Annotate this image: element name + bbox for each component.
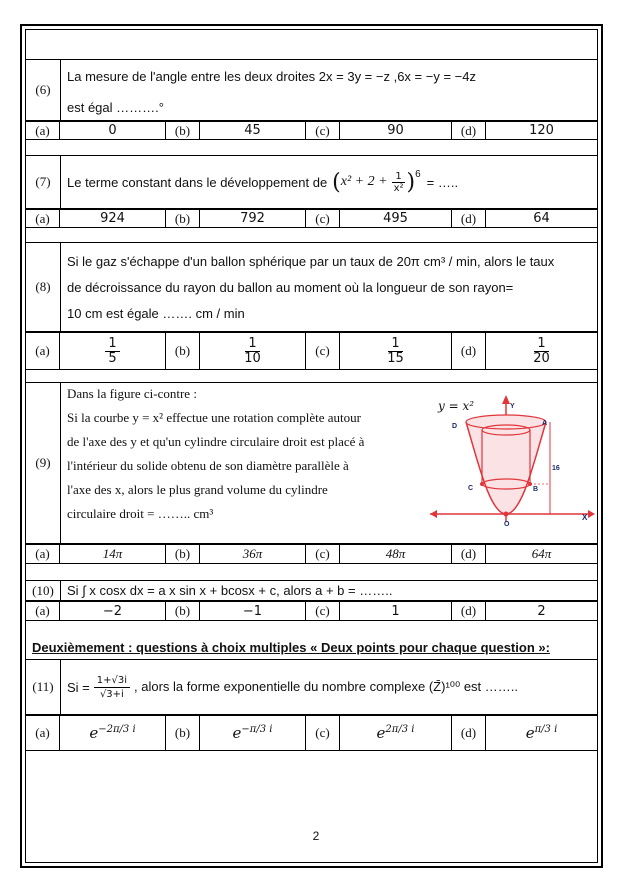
option-label-b: (b) — [166, 210, 200, 227]
option-label-d: (d) — [452, 122, 486, 139]
option-label-c: (c) — [306, 210, 340, 227]
option-d[interactable] — [486, 716, 597, 750]
question-text-line: 10 cm est égale ……. cm / min — [67, 306, 245, 321]
option-label-d: (d) — [452, 716, 486, 750]
option-b[interactable]: −1 — [200, 602, 306, 620]
exp-power: −2π/3 i — [98, 724, 136, 735]
option-label-b: (b) — [166, 122, 200, 139]
expression-exponent: 6 — [415, 169, 421, 180]
page-number: 2 — [312, 829, 320, 843]
question-text-line: Si la courbe y = x² effectue une rotation complète autour — [67, 410, 361, 425]
x-axis-label: X — [582, 513, 588, 522]
options-row-7 — [25, 209, 598, 228]
point-c-label: C — [468, 485, 474, 492]
section-title: Deuxièmement : questions à choix multiples « Deux points pour chaque question »: — [32, 640, 550, 655]
question-text-line: Si le gaz s'échappe d'un ballon sphérique par un taux de 20π cm³ / min, alors le taux — [67, 254, 555, 269]
option-c[interactable] — [340, 716, 452, 750]
option-d[interactable]: 64 — [533, 211, 550, 226]
options-row-10 — [25, 601, 598, 621]
question-text-line: Dans la figure ci-contre : — [67, 386, 197, 401]
option-b[interactable]: 36π — [200, 545, 306, 563]
question-text-line: circulaire droit = …….. cm³ — [67, 506, 214, 521]
option-b[interactable]: 792 — [200, 210, 306, 227]
option-c[interactable]: 90 — [340, 122, 452, 139]
option-c[interactable]: 495 — [340, 210, 452, 227]
option-d[interactable]: 120 — [529, 123, 554, 138]
x-axis-arrow — [588, 510, 595, 518]
option-c[interactable]: 1 — [340, 602, 452, 620]
option-b[interactable]: 45 — [200, 122, 306, 139]
exp-power: −π/3 i — [241, 724, 273, 735]
exp-base: e — [232, 724, 242, 742]
option-label-c: (c) — [306, 716, 340, 750]
option-label-a: (a) — [26, 545, 60, 563]
option-label-b: (b) — [166, 602, 200, 620]
question-text-line: l'intérieur du solide obtenu de son diamètre parallèle à — [67, 458, 349, 473]
option-d[interactable] — [486, 333, 597, 369]
question-text: Le terme constant dans le développement de — [67, 174, 328, 190]
option-a[interactable]: 0 — [60, 122, 166, 139]
question-number: (7) — [26, 156, 61, 208]
question-10 — [25, 580, 598, 601]
point-b — [528, 482, 532, 486]
option-label-b: (b) — [166, 716, 200, 750]
option-label-d: (d) — [452, 210, 486, 227]
y-axis-arrow — [502, 395, 510, 404]
paraboloid-cylinder-figure — [428, 392, 596, 532]
option-d[interactable]: 2 — [537, 603, 546, 619]
option-label-d: (d) — [452, 602, 486, 620]
question-number: (8) — [26, 243, 61, 331]
fraction-numerator: 1+√3i — [94, 674, 130, 688]
option-a[interactable]: −2 — [60, 602, 166, 620]
point-o — [504, 512, 509, 517]
question-text-line: l'axe des x, alors le plus grand volume du cylindre — [67, 482, 328, 497]
point-b-label: B — [533, 486, 539, 493]
fraction-denominator: 20 — [533, 350, 550, 366]
exp-power: 2π/3 i — [385, 724, 415, 735]
question-7: (7) Le terme constant dans le développement de ( x² + 2 + $\frac{1}{\text{x²}}$ ) 6 = ….. — [25, 155, 598, 209]
option-c[interactable] — [340, 333, 452, 369]
curve-label: y = x² — [438, 399, 475, 413]
question-text-line: La mesure de l'angle entre les deux droites 2x = 3y = −z ,6x = −y = −4z — [67, 69, 476, 84]
paraboloid-top-ellipse — [466, 415, 546, 429]
options-row-8 — [25, 332, 598, 370]
option-b[interactable] — [200, 333, 306, 369]
options-row-9 — [25, 544, 598, 564]
question-text-line: de l'axe des y et qu'un cylindre circulaire droit est placé à — [67, 434, 365, 449]
option-c[interactable]: 48π — [340, 545, 452, 563]
option-label-a: (a) — [26, 716, 60, 750]
option-label-c: (c) — [306, 545, 340, 563]
question-text: Si = — [67, 679, 90, 695]
exp-base: e — [376, 724, 386, 742]
question-number: (9) — [26, 383, 61, 543]
option-label-b: (b) — [166, 545, 200, 563]
option-label-a: (a) — [26, 210, 60, 227]
question-number: (10) — [26, 581, 61, 600]
fraction-denominator: 15 — [387, 350, 404, 366]
question-8 — [25, 242, 598, 332]
exp-base: e — [89, 724, 99, 742]
option-label-b: (b) — [166, 333, 200, 369]
parabola-curve — [466, 422, 546, 514]
height-label: 16 — [552, 465, 560, 472]
question-number: (11) — [26, 660, 61, 714]
question-text: , alors la forme exponentielle du nombre complexe (Z̄)¹⁰⁰ est …….. — [134, 679, 518, 694]
fraction-numerator: 1 — [392, 171, 404, 183]
option-a[interactable]: 924 — [60, 210, 166, 227]
question-text-line: est égal ……….° — [67, 100, 164, 115]
fraction-numerator: 1 — [388, 337, 402, 352]
question-number: (6) — [26, 60, 61, 120]
option-label-a: (a) — [26, 602, 60, 620]
options-row-6 — [25, 121, 598, 140]
expression-base: x² + 2 + — [340, 174, 388, 189]
question-text: = ….. — [426, 174, 459, 190]
option-label-d: (d) — [452, 545, 486, 563]
option-a[interactable]: 14π — [60, 545, 166, 563]
option-label-c: (c) — [306, 122, 340, 139]
point-d-label: D — [452, 423, 458, 430]
exp-base: e — [525, 724, 535, 742]
x-axis-arrow-left — [430, 510, 437, 518]
question-text-line: de décroissance du rayon du ballon au moment où la longueur de son rayon= — [67, 280, 514, 295]
option-label-d: (d) — [452, 333, 486, 369]
point-c — [480, 482, 484, 486]
fraction-denominator: 5 — [108, 350, 117, 366]
options-row-11 — [25, 715, 598, 751]
point-o-label: O — [504, 521, 510, 528]
fraction-numerator: 1 — [245, 337, 259, 352]
question-6 — [25, 59, 598, 121]
fraction-numerator: 1 — [534, 337, 548, 352]
fraction-numerator: 1 — [105, 337, 119, 352]
exp-power: π/3 i — [534, 724, 558, 735]
question-11 — [25, 659, 598, 715]
fraction-denominator: √3+i — [99, 688, 124, 700]
option-label-c: (c) — [306, 602, 340, 620]
fraction-denominator: 10 — [244, 350, 261, 366]
option-b[interactable] — [200, 716, 306, 750]
y-axis-label: Y — [510, 403, 515, 410]
option-a[interactable] — [60, 716, 166, 750]
option-d[interactable]: 64π — [531, 546, 552, 561]
option-label-c: (c) — [306, 333, 340, 369]
option-label-a: (a) — [26, 122, 60, 139]
option-a[interactable] — [60, 333, 166, 369]
point-a-label: A — [542, 420, 548, 427]
option-label-a: (a) — [26, 333, 60, 369]
fraction-denominator: x² — [393, 182, 404, 194]
question-text: Si ∫ x cosx dx = a x sin x + bcosx + c, alors a + b = …….. — [67, 583, 393, 598]
